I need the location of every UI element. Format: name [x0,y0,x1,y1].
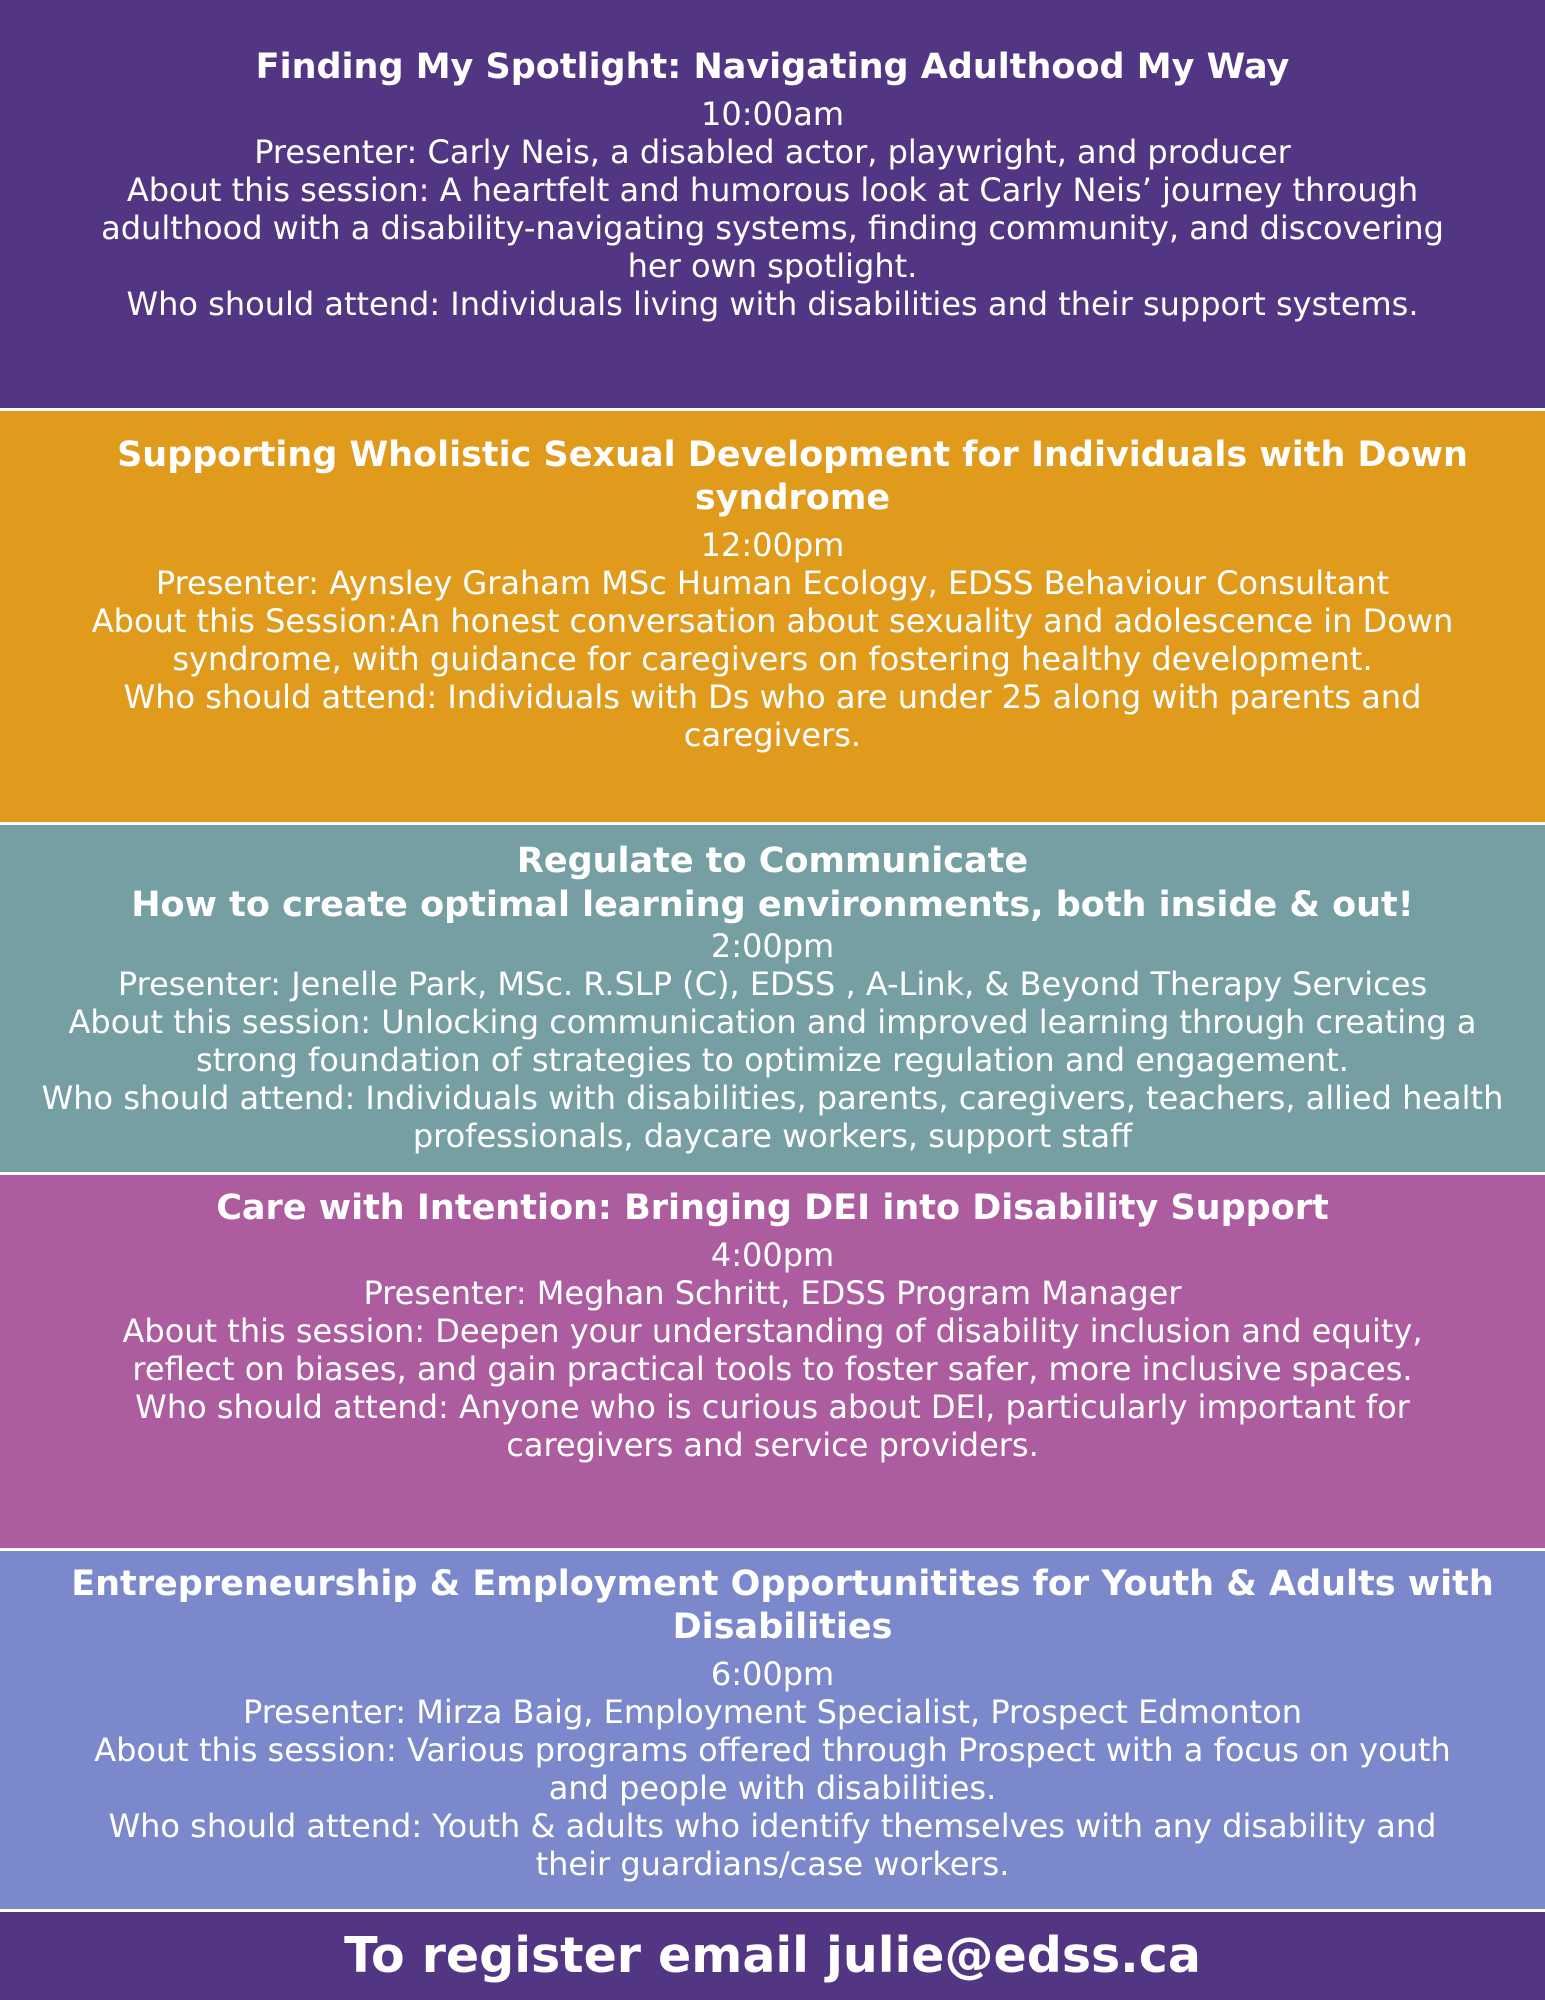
session-about: About this Session:An honest conversation about sexuality and adolescence in Down syndrome, with guidance for caregivers on fostering healthy development. [91,602,1454,678]
session-time: 6:00pm [710,1655,835,1693]
session-audience: Who should attend: Individuals living with disabilities and their support systems. [126,285,1419,323]
session-audience: Who should attend: Individuals with disabilities, parents, caregivers, teachers, allied health professionals, daycare workers, support staff [41,1079,1504,1155]
session-4 [0,1175,1545,1548]
session-audience: Who should attend: Individuals with Ds who are under 25 along with parents and caregivers. [123,678,1422,754]
session-about: About this session: A heartfelt and humorous look at Carly Neis’ journey through adulthood with a disability-navigating systems, finding community, and discovering her own spotlight. [101,171,1444,285]
session-title: Entrepreneurship & Employment Opportunitites for Youth & Adults with Disabilities [71,1564,1494,1647]
session-time: 12:00pm [700,526,845,564]
session-1 [0,0,1545,408]
session-subtitle: How to create optimal learning environments, both inside & out! [131,885,1414,925]
session-presenter: Presenter: Carly Neis, a disabled actor, playwright, and producer [254,133,1291,171]
session-audience: Who should attend: Anyone who is curious about DEI, particularly important for caregivers and service providers. [135,1388,1410,1464]
session-time: 10:00am [701,95,844,133]
session-about: About this session: Deepen your understanding of disability inclusion and equity, reflect on biases, and gain practical tools to foster safer, more inclusive spaces. [122,1312,1423,1388]
session-time: 4:00pm [710,1236,835,1274]
session-3 [0,825,1545,1172]
session-title: Regulate to Communicate [516,841,1029,881]
register-email-text[interactable]: To register email julie@edss.ca [344,1927,1201,1984]
session-2 [0,411,1545,822]
session-presenter: Presenter: Mirza Baig, Employment Specialist, Prospect Edmonton [242,1693,1303,1731]
session-about: About this session: Various programs offered through Prospect with a focus on youth and people with disabilities. [94,1731,1451,1807]
session-title: Finding My Spotlight: Navigating Adulthood My Way [255,47,1290,87]
session-audience: Who should attend: Youth & adults who identify themselves with any disability and their guardians/case workers. [108,1807,1437,1883]
session-presenter: Presenter: Jenelle Park, MSc. R.SLP (C), EDSS , A-Link, & Beyond Therapy Services [117,965,1428,1003]
register-footer [0,1912,1545,2000]
session-time: 2:00pm [710,927,835,965]
session-title: Supporting Wholistic Sexual Development for Individuals with Down syndrome [117,435,1468,518]
session-about: About this session: Unlocking communication and improved learning through creating a strong foundation of strategies to optimize regulation and engagement. [68,1003,1477,1079]
session-presenter: Presenter: Aynsley Graham MSc Human Ecology, EDSS Behaviour Consultant [155,564,1390,602]
session-presenter: Presenter: Meghan Schritt, EDSS Program Manager [363,1274,1182,1312]
session-title: Care with Intention: Bringing DEI into Disability Support [216,1188,1329,1228]
session-5 [0,1551,1545,1909]
